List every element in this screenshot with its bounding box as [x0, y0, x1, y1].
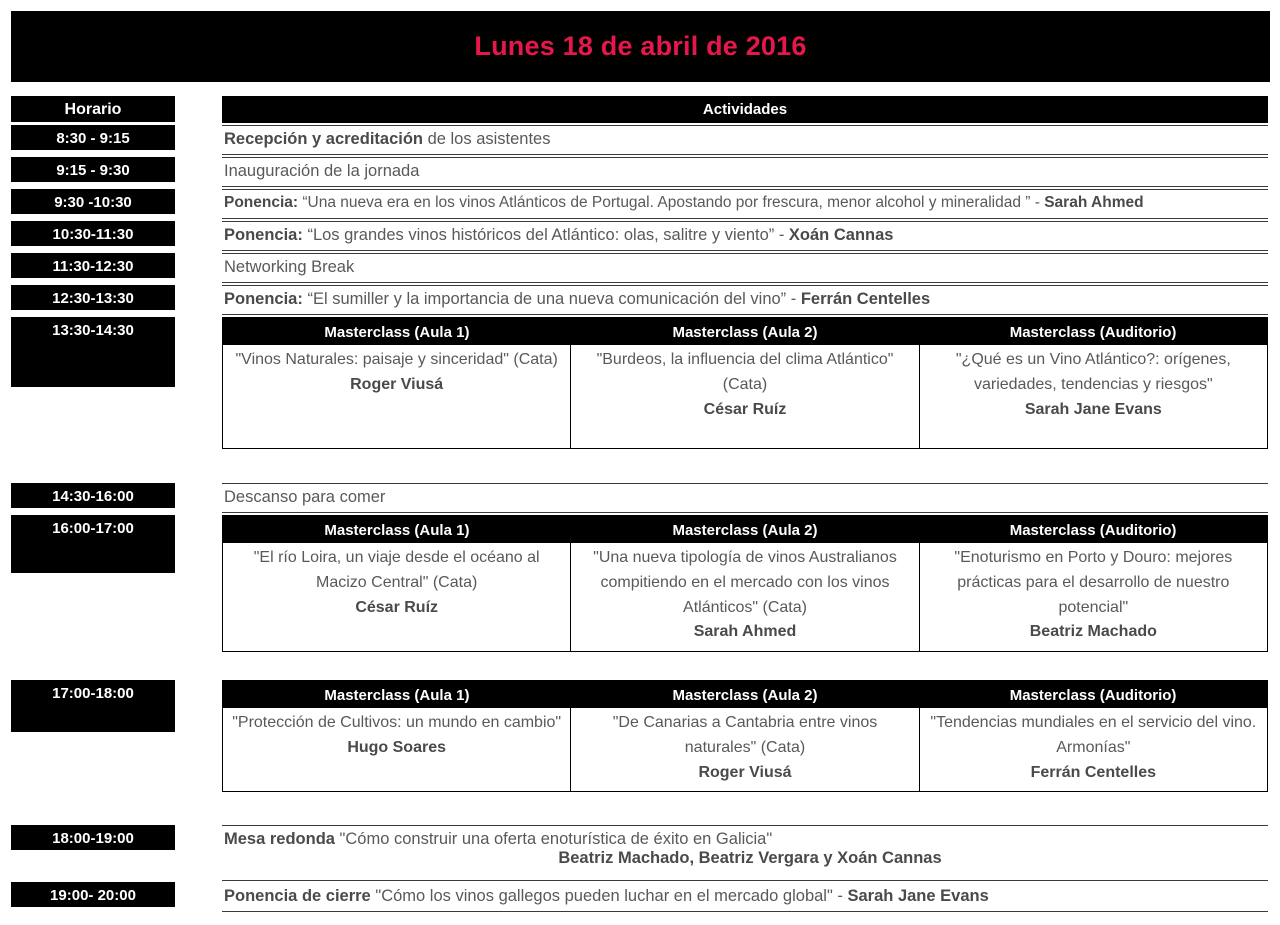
schedule-row	[0, 221, 1280, 253]
activity-text	[222, 221, 1268, 251]
masterclass-title: "De Canarias a Cantabria entre vinos naturales" (Cata)	[612, 714, 878, 756]
time-label: 17:00-18:00	[11, 680, 175, 732]
masterclass-cell	[919, 708, 1267, 792]
schedule-row	[0, 157, 1280, 189]
masterclass-presenter: Ferrán Centelles	[1030, 763, 1157, 781]
schedule-row-masterclass	[0, 515, 1280, 647]
masterclass-header-row	[223, 682, 1268, 709]
time-cell	[11, 221, 175, 246]
activity-text	[222, 189, 1268, 219]
activity-text	[222, 825, 1268, 879]
masterclass-table	[222, 317, 1268, 449]
activity-cell	[222, 125, 1268, 155]
masterclass-title: "Vinos Naturales: paisaje y sinceridad" (Cata)	[235, 351, 558, 368]
masterclass-title: "Una nueva tipología de vinos Australianos compitiendo en el mercado con los vinos Atlánticos" (Cata)	[593, 549, 897, 616]
activity-lead: Mesa redonda	[224, 830, 335, 848]
time-label: 9:30 -10:30	[11, 189, 175, 214]
time-label: 13:30-14:30	[11, 317, 175, 387]
masterclass-body-row	[223, 543, 1268, 652]
masterclass-presenter: Beatriz Machado	[1029, 623, 1157, 641]
activity-rest: Inauguración de la jornada	[224, 162, 420, 180]
masterclass-cell	[571, 708, 919, 792]
masterclass-header-auditorio: Masterclass (Auditorio)	[919, 319, 1267, 346]
time-label: 19:00- 20:00	[11, 882, 175, 907]
activity-cell-masterclass	[222, 317, 1268, 449]
activity-rest: Descanso para comer	[224, 488, 386, 506]
time-label: 8:30 - 9:15	[11, 125, 175, 150]
activity-mid: “Los grandes vinos históricos del Atlántico: olas, salitre y viento” -	[302, 226, 789, 244]
masterclass-header-aula1: Masterclass (Aula 1)	[223, 319, 571, 346]
activity-cell	[222, 189, 1268, 219]
masterclass-body-row	[223, 708, 1268, 792]
activity-lead: Recepción y acreditación	[224, 130, 423, 148]
masterclass-presenter: César Ruíz	[355, 598, 439, 616]
activity-cell	[222, 880, 1268, 912]
section-gap	[0, 800, 1280, 825]
masterclass-cell	[571, 543, 919, 652]
activity-text	[222, 157, 1268, 187]
activity-rest: de los asistentes	[423, 130, 551, 148]
schedule-row	[0, 253, 1280, 285]
schedule-row	[0, 285, 1280, 317]
time-label: 14:30-16:00	[11, 483, 175, 508]
time-cell	[11, 515, 175, 573]
activity-rest: Networking Break	[224, 258, 355, 276]
activity-cell-masterclass	[222, 680, 1268, 792]
activity-cell	[222, 483, 1268, 513]
masterclass-presenter: Hugo Soares	[347, 738, 446, 756]
schedule-row	[0, 483, 1280, 515]
time-label: 10:30-11:30	[11, 221, 175, 246]
time-cell	[11, 285, 175, 310]
time-label: 18:00-19:00	[11, 825, 175, 850]
activities-column-header: Actividades	[222, 96, 1268, 123]
masterclass-presenter: Roger Viusá	[350, 375, 444, 393]
activity-mid: “El sumiller y la importancia de una nueva comunicación del vino” -	[302, 290, 801, 308]
activity-mid: “Una nueva era en los vinos Atlánticos de Portugal. Apostando por frescura, menor alcohol y mineralidad ” -	[298, 194, 1045, 211]
time-cell	[11, 317, 175, 387]
activity-cell	[222, 253, 1268, 283]
time-column-header: Horario	[11, 96, 175, 122]
activity-lead: Ponencia:	[224, 226, 303, 244]
page-title: Lunes 18 de abril de 2016	[474, 31, 807, 61]
activity-first-line	[224, 830, 1266, 849]
activity-speaker: Ferrán Centelles	[800, 290, 931, 308]
masterclass-title: "Burdeos, la influencia del clima Atlántico" (Cata)	[596, 351, 894, 393]
masterclass-header-auditorio: Masterclass (Auditorio)	[919, 517, 1267, 544]
schedule-row	[0, 825, 1280, 880]
time-cell	[11, 157, 175, 182]
activity-mid: "Cómo los vinos gallegos pueden luchar en el mercado global" -	[370, 887, 848, 905]
activity-text	[222, 285, 1268, 315]
masterclass-header-auditorio: Masterclass (Auditorio)	[919, 682, 1267, 709]
masterclass-header-aula1: Masterclass (Aula 1)	[223, 517, 571, 544]
schedule-row	[0, 880, 1280, 914]
activity-cell-masterclass	[222, 515, 1268, 652]
activity-speaker: Xoán Cannas	[788, 226, 894, 244]
activity-lead: Ponencia:	[224, 290, 303, 308]
masterclass-header-row	[223, 517, 1268, 544]
masterclass-cell	[571, 345, 919, 448]
time-label: 11:30-12:30	[11, 253, 175, 278]
masterclass-header-aula1: Masterclass (Aula 1)	[223, 682, 571, 709]
activity-cell	[222, 221, 1268, 251]
masterclass-cell	[223, 708, 571, 792]
time-cell	[11, 483, 175, 508]
time-cell	[11, 882, 175, 907]
schedule-row-masterclass	[0, 680, 1280, 800]
activity-cell	[222, 285, 1268, 315]
masterclass-title: "Tendencias mundiales en el servicio del vino. Armonías"	[930, 714, 1257, 756]
masterclass-title: "Enoturismo en Porto y Douro: mejores prácticas para el desarrollo de nuestro potencial"	[954, 549, 1233, 616]
activity-lead: Ponencia:	[224, 194, 299, 211]
activity-speaker: Sarah Jane Evans	[847, 887, 989, 905]
activity-text	[222, 125, 1268, 155]
masterclass-presenter: César Ruíz	[703, 400, 787, 418]
activity-text	[222, 483, 1268, 513]
time-cell	[11, 125, 175, 150]
activity-speaker: Sarah Ahmed	[1044, 194, 1144, 211]
section-gap	[0, 647, 1280, 680]
time-label: 16:00-17:00	[11, 515, 175, 573]
time-cell	[11, 680, 175, 732]
masterclass-table	[222, 515, 1268, 652]
activity-mid: "Cómo construir una oferta enoturística de éxito en Galicia"	[334, 830, 773, 848]
activity-cell	[222, 157, 1268, 187]
masterclass-header-aula2: Masterclass (Aula 2)	[571, 319, 919, 346]
activity-speakers: Beatriz Machado, Beatriz Vergara y Xoán Cannas	[558, 849, 942, 867]
masterclass-table	[222, 680, 1268, 792]
time-cell	[11, 189, 175, 214]
masterclass-header-row	[223, 319, 1268, 346]
schedule-row-masterclass	[0, 317, 1280, 449]
time-label: 12:30-13:30	[11, 285, 175, 310]
activity-lead: Ponencia de cierre	[224, 887, 371, 905]
masterclass-cell	[919, 345, 1267, 448]
table-header-row	[0, 96, 1280, 125]
schedule-row	[0, 189, 1280, 221]
masterclass-presenter: Sarah Ahmed	[693, 623, 797, 641]
page-title-banner	[11, 11, 1270, 82]
schedule-row	[0, 125, 1280, 157]
masterclass-header-aula2: Masterclass (Aula 2)	[571, 517, 919, 544]
activities-column-header-cell	[222, 96, 1268, 123]
masterclass-body-row	[223, 345, 1268, 448]
masterclass-cell	[919, 543, 1267, 652]
masterclass-title: "Protección de Cultivos: un mundo en cambio"	[232, 714, 562, 731]
masterclass-header-aula2: Masterclass (Aula 2)	[571, 682, 919, 709]
masterclass-title: "¿Qué es un Vino Atlántico?: orígenes, variedades, tendencias y riesgos"	[955, 351, 1231, 393]
time-cell	[11, 253, 175, 278]
schedule-table	[0, 96, 1280, 914]
activity-text	[222, 253, 1268, 283]
activity-cell	[222, 825, 1268, 879]
masterclass-presenter: Sarah Jane Evans	[1024, 400, 1162, 418]
time-cell	[11, 825, 175, 850]
masterclass-presenter: Roger Viusá	[698, 763, 792, 781]
activity-second-line	[224, 849, 1266, 868]
masterclass-cell	[223, 543, 571, 652]
time-column-header-cell	[11, 96, 175, 122]
time-label: 9:15 - 9:30	[11, 157, 175, 182]
activity-text	[222, 880, 1268, 912]
masterclass-cell	[223, 345, 571, 448]
section-gap	[0, 449, 1280, 483]
masterclass-title: "El río Loira, un viaje desde el océano al Macizo Central" (Cata)	[253, 549, 540, 591]
